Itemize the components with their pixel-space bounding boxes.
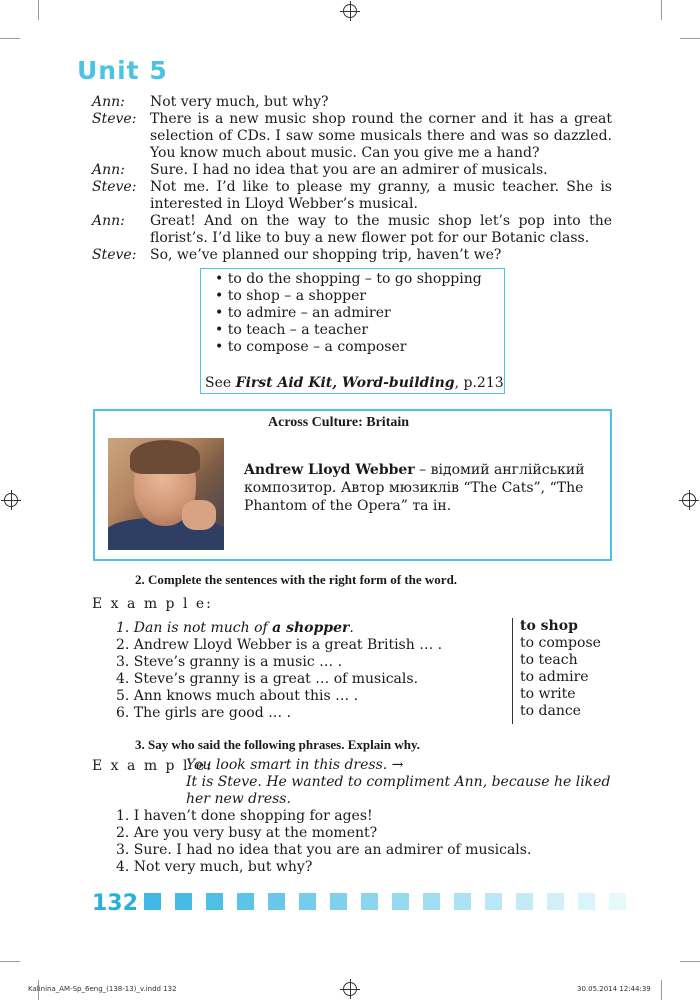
- example-sentence: [116, 620, 354, 637]
- word-cue: to dance: [520, 703, 581, 719]
- crop-mark: [38, 0, 39, 20]
- exercise-3-example-label: E x a m p l e:: [92, 758, 213, 774]
- unit-title: Unit 5: [77, 56, 168, 85]
- deco-square: [423, 893, 440, 910]
- sentence: 3. Steve’s granny is a music … .: [116, 654, 343, 670]
- speaker: Ann:: [92, 213, 125, 229]
- example-answer-line: her new dress.: [186, 791, 291, 807]
- word-cue: to teach: [520, 652, 578, 668]
- portrait-photo: [108, 438, 224, 550]
- example-answer-line: It is Steve. He wanted to compliment Ann, because he liked: [186, 774, 611, 790]
- speaker: Steve:: [92, 111, 137, 127]
- deco-square: [454, 893, 471, 910]
- crop-mark: [680, 961, 700, 962]
- word-cue: to write: [520, 686, 576, 702]
- crop-mark: [0, 961, 20, 962]
- registration-mark-icon: [682, 493, 696, 507]
- dialogue-line: [92, 162, 612, 179]
- see-prefix: See: [205, 375, 236, 391]
- sentence: 2. Andrew Lloyd Webber is a great British … .: [116, 637, 443, 653]
- phrase: 3. Sure. I had no idea that you are an admirer of musicals.: [116, 842, 532, 858]
- example-sentence-end: .: [349, 620, 354, 636]
- example-question: [186, 757, 403, 773]
- culture-heading: Across Culture: Britain: [268, 415, 410, 430]
- exercise-2-example-label: E x a m p l e:: [92, 596, 213, 612]
- dialogue-line: [92, 213, 612, 247]
- deco-square: [392, 893, 409, 910]
- deco-square: [144, 893, 161, 910]
- sentence: 6. The girls are good … .: [116, 705, 292, 721]
- speaker: Ann:: [92, 94, 125, 110]
- date-slug: 30.05.2014 12:44:39: [577, 985, 651, 993]
- photo-hand: [182, 500, 216, 530]
- dialogue-line: [92, 179, 612, 213]
- deco-square: [361, 893, 378, 910]
- registration-mark-icon: [343, 4, 357, 18]
- example-answer-block: [186, 774, 610, 808]
- word-cue: to compose: [520, 635, 601, 651]
- dialogue-line: [92, 247, 612, 264]
- line-text: There is a new music shop round the corner and it has a great selection of CDs. I saw some musicals there and was so dazzled. You know much about music. Can you give me a hand?: [150, 111, 612, 161]
- deco-square: [485, 893, 502, 910]
- speaker: Ann:: [92, 162, 125, 178]
- dialogue-line: [92, 111, 612, 162]
- deco-square: [547, 893, 564, 910]
- line-text: Sure. I had no idea that you are an admirer of musicals.: [150, 162, 548, 178]
- sentence: 4. Steve’s granny is a great … of musicals.: [116, 671, 419, 687]
- speaker: Steve:: [92, 179, 137, 195]
- deco-square: [330, 893, 347, 910]
- deco-square: [237, 893, 254, 910]
- phrase: 2. Are you very busy at the moment?: [116, 825, 378, 841]
- see-page: , p.213: [454, 375, 504, 391]
- word-item: • to do the shopping – to go shopping: [215, 271, 504, 288]
- example-sentence-start: 1. Dan is not much of: [116, 620, 273, 636]
- phrase: 4. Not very much, but why?: [116, 859, 313, 875]
- phrase: 1. I haven’t done shopping for ages!: [116, 808, 373, 824]
- registration-mark-icon: [343, 982, 357, 996]
- deco-square: [299, 893, 316, 910]
- culture-name: Andrew Lloyd Webber: [244, 462, 415, 478]
- crop-mark: [680, 38, 700, 39]
- word-cue: to shop: [520, 618, 578, 634]
- line-text: Great! And on the way to the music shop let’s pop into the florist’s. I’d like to buy a new flower pot for our Botanic class.: [150, 213, 612, 246]
- phrase-list: [116, 808, 531, 876]
- word-item: • to teach – a teacher: [215, 322, 504, 339]
- deco-square: [609, 893, 626, 910]
- line-text: Not me. I’d like to please my granny, a music teacher. She is interested in Lloyd Webber’s musical.: [150, 179, 612, 212]
- speaker: Steve:: [92, 247, 137, 263]
- deco-square: [578, 893, 595, 910]
- word-building-box: [200, 268, 505, 394]
- file-slug: Kalinina_AM-Sp_6eng_(138-13)_v.indd 132: [28, 985, 177, 993]
- photo-hair: [130, 440, 200, 474]
- exercise-2-heading: 2. Complete the sentences with the right form of the word.: [135, 572, 458, 587]
- crop-mark: [661, 980, 662, 1000]
- example-answer: a shopper: [272, 620, 350, 636]
- arrow-icon: →: [391, 757, 404, 773]
- word-column: [512, 618, 623, 724]
- page-number: 132: [92, 891, 138, 916]
- word-cue: to admire: [520, 669, 589, 685]
- line-text: So, we’ve planned our shopping trip, haven’t we?: [150, 247, 502, 263]
- deco-square: [175, 893, 192, 910]
- crop-mark: [0, 38, 20, 39]
- culture-text: [244, 461, 589, 515]
- deco-square: [206, 893, 223, 910]
- deco-square: [516, 893, 533, 910]
- word-item: • to admire – an admirer: [215, 305, 504, 322]
- see-ref: First Aid Kit, Word-building: [235, 375, 455, 391]
- sentence: 5. Ann knows much about this … .: [116, 688, 359, 704]
- registration-mark-icon: [4, 493, 18, 507]
- deco-square: [268, 893, 285, 910]
- line-text: Not very much, but why?: [150, 94, 329, 110]
- exercise-3-heading: 3. Say who said the following phrases. Explain why.: [135, 737, 420, 752]
- example-question-text: You look smart in this dress.: [186, 757, 388, 773]
- crop-mark: [661, 0, 662, 20]
- culture-description: – відомий англійський композитор. Автор мюзиклів “The Cats”, “The Phantom of the Opera” та ін.: [244, 462, 585, 514]
- see-reference: [205, 375, 504, 392]
- word-item: • to compose – a composer: [215, 339, 504, 356]
- dialogue-line: [92, 94, 612, 111]
- word-item: • to shop – a shopper: [215, 288, 504, 305]
- sentence-list: [116, 637, 442, 722]
